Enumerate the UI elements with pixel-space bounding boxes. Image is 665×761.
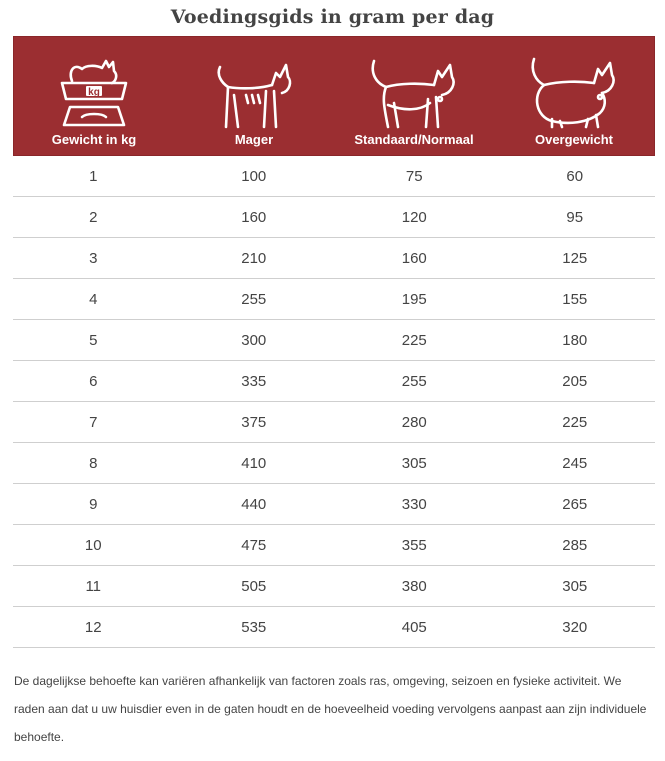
table-row xyxy=(13,443,655,484)
table-cell: 3 xyxy=(89,249,98,267)
table-row xyxy=(13,402,655,443)
table-cell: 7 xyxy=(89,413,98,431)
table-row xyxy=(13,197,655,238)
table-cell: 285 xyxy=(562,536,588,554)
table-cell: 380 xyxy=(401,577,427,595)
table-cell: 440 xyxy=(241,495,267,513)
table-cell: 10 xyxy=(84,536,102,554)
table-cell: 1 xyxy=(89,167,98,185)
table-cell: 160 xyxy=(401,249,427,267)
table-cell: 100 xyxy=(241,167,267,185)
scale-cat-icon xyxy=(56,55,132,127)
normal-cat-icon xyxy=(364,55,464,131)
header-label: Gewicht in kg xyxy=(51,132,137,147)
table-cell: 125 xyxy=(562,249,588,267)
table-cell: 60 xyxy=(566,167,584,185)
table-cell: 355 xyxy=(401,536,427,554)
table-row xyxy=(13,484,655,525)
table-cell: 255 xyxy=(241,290,267,308)
table-cell: 280 xyxy=(401,413,427,431)
table-cell: 4 xyxy=(89,290,98,308)
thin-cat-icon xyxy=(206,55,302,131)
header-label: Standaard/Normaal xyxy=(354,132,474,147)
header-label: Mager xyxy=(234,132,274,147)
table-cell: 9 xyxy=(89,495,98,513)
table-cell: 11 xyxy=(85,577,102,595)
table-cell: 2 xyxy=(89,208,98,226)
table-cell: 265 xyxy=(562,495,588,513)
table-body xyxy=(13,156,655,648)
table-cell: 205 xyxy=(562,372,588,390)
header-normal xyxy=(334,37,494,155)
table-cell: 160 xyxy=(241,208,267,226)
footnote: De dagelijkse behoefte kan variëren afhankelijk van factoren zoals ras, omgeving, seizoen en fysieke activiteit. We raden aan dat u uw huisdier even in de gaten houdt en de hoeveelheid voeding vervolgens aanpast aan zijn individuele behoefte. xyxy=(14,674,647,744)
header-overweight xyxy=(494,37,654,155)
table-cell: 300 xyxy=(241,331,267,349)
table-cell: 305 xyxy=(562,577,588,595)
table-cell: 375 xyxy=(241,413,267,431)
table-row xyxy=(13,361,655,402)
table-cell: 320 xyxy=(562,618,588,636)
header-weight xyxy=(14,37,174,155)
table-cell: 535 xyxy=(241,618,267,636)
overweight-cat-icon xyxy=(524,55,624,131)
table-cell: 75 xyxy=(405,167,423,185)
table-cell: 335 xyxy=(241,372,267,390)
page-title: Voedingsgids in gram per dag xyxy=(170,6,495,28)
table-cell: 475 xyxy=(241,536,267,554)
header-thin xyxy=(174,37,334,155)
table-cell: 12 xyxy=(84,618,102,636)
table-row xyxy=(13,238,655,279)
table-row xyxy=(13,525,655,566)
table-cell: 505 xyxy=(241,577,267,595)
table-header xyxy=(13,36,655,156)
feeding-table xyxy=(13,36,655,648)
table-row xyxy=(13,279,655,320)
table-cell: 5 xyxy=(89,331,98,349)
table-cell: 155 xyxy=(562,290,588,308)
table-cell: 195 xyxy=(401,290,427,308)
table-cell: 245 xyxy=(562,454,588,472)
table-cell: 8 xyxy=(89,454,98,472)
table-cell: 305 xyxy=(401,454,427,472)
table-cell: 120 xyxy=(401,208,427,226)
table-cell: 225 xyxy=(562,413,588,431)
table-cell: 6 xyxy=(89,372,98,390)
table-cell: 255 xyxy=(401,372,427,390)
table-cell: 210 xyxy=(241,249,267,267)
table-cell: 180 xyxy=(562,331,588,349)
table-cell: 405 xyxy=(401,618,427,636)
table-row xyxy=(13,566,655,607)
table-cell: 330 xyxy=(401,495,427,513)
table-cell: 95 xyxy=(566,208,584,226)
table-cell: 225 xyxy=(401,331,427,349)
scale-badge: kg xyxy=(88,87,100,98)
table-cell: 410 xyxy=(241,454,267,472)
table-row xyxy=(13,156,655,197)
table-row xyxy=(13,320,655,361)
header-label: Overgewicht xyxy=(534,132,614,147)
table-row xyxy=(13,607,655,648)
